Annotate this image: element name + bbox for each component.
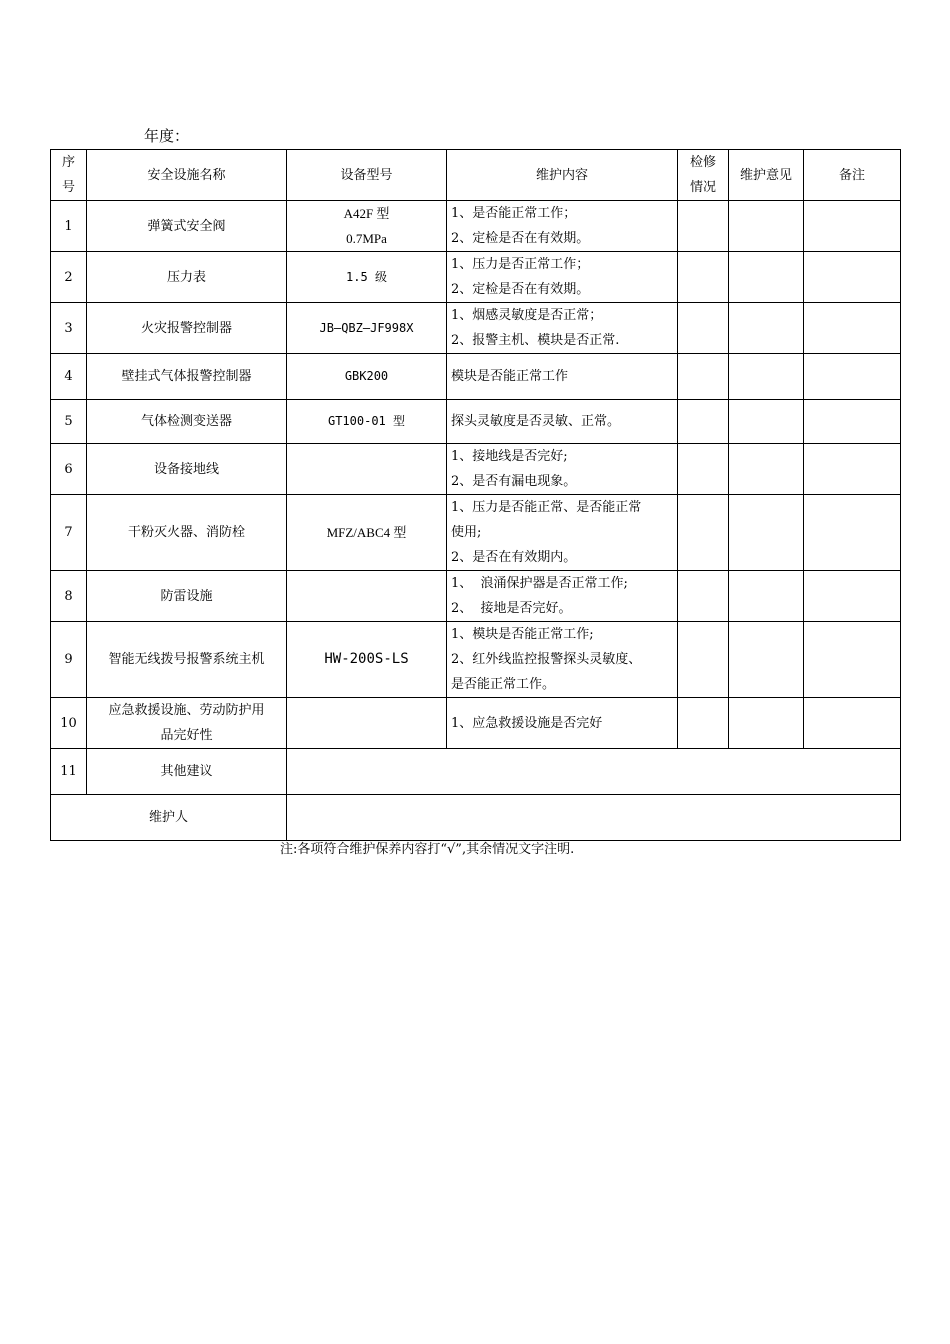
row-content: 1、压力是否能正常、是否能正常 使用; 2、是否在有效期内。 [447,495,678,571]
table-row [51,495,901,571]
year-label: 年度： [144,127,190,145]
row-opinion-cell[interactable] [729,444,804,495]
row-content: 1、压力是否正常工作； 2、定检是否在有效期。 [447,252,678,303]
header-inspection: 检修 情况 [678,150,729,201]
header-index: 序 号 [51,150,87,201]
maintenance-table [50,149,901,841]
row-model: A42F 型 0.7MPa [287,201,447,252]
row-remarks-cell[interactable] [804,495,901,571]
table-row [51,252,901,303]
row-inspection-cell[interactable] [678,201,729,252]
row-remarks-cell[interactable] [804,698,901,749]
row-index: 11 [51,749,87,795]
row-content: 1、烟感灵敏度是否正常； 2、报警主机、模块是否正常. [447,303,678,354]
row-model: GBK200 [287,354,447,400]
row-name: 火灾报警控制器 [87,303,287,354]
row-index: 7 [51,495,87,571]
table-row [51,622,901,698]
other-suggestions-label: 其他建议 [87,749,287,795]
row-name: 干粉灭火器、消防栓 [87,495,287,571]
table-row [51,303,901,354]
row-inspection-cell[interactable] [678,400,729,444]
row-opinion-cell[interactable] [729,622,804,698]
row-inspection-cell[interactable] [678,571,729,622]
row-inspection-cell[interactable] [678,444,729,495]
row-opinion-cell[interactable] [729,354,804,400]
header-row [51,150,901,201]
row-content: 1、 浪涌保护器是否正常工作; 2、 接地是否完好。 [447,571,678,622]
header-name: 安全设施名称 [87,150,287,201]
row-index: 6 [51,444,87,495]
row-index: 10 [51,698,87,749]
row-name: 防雷设施 [87,571,287,622]
row-opinion-cell[interactable] [729,252,804,303]
row-opinion-cell[interactable] [729,400,804,444]
row-remarks-cell[interactable] [804,201,901,252]
row-remarks-cell[interactable] [804,622,901,698]
table-row [51,698,901,749]
row-content: 1、应急救援设施是否完好 [447,698,678,749]
row-index: 1 [51,201,87,252]
table-row [51,400,901,444]
row-index: 4 [51,354,87,400]
row-opinion-cell[interactable] [729,698,804,749]
maintainer-field[interactable] [287,795,901,841]
other-suggestions-row [51,749,901,795]
row-index: 9 [51,622,87,698]
row-opinion-cell[interactable] [729,495,804,571]
footnote: 注:各项符合维护保养内容打“√”,其余情况文字注明. [280,842,575,857]
row-name: 弹簧式安全阀 [87,201,287,252]
row-index: 3 [51,303,87,354]
row-opinion-cell[interactable] [729,571,804,622]
row-name: 应急救援设施、劳动防护用 品完好性 [87,698,287,749]
row-remarks-cell[interactable] [804,303,901,354]
row-content: 模块是否能正常工作 [447,354,678,400]
row-content: 1、模块是否能正常工作; 2、红外线监控报警探头灵敏度、 是否能正常工作。 [447,622,678,698]
table-row [51,201,901,252]
row-model: JB—QBZ—JF998X [287,303,447,354]
row-content: 探头灵敏度是否灵敏、正常。 [447,400,678,444]
maintainer-row [51,795,901,841]
row-index: 2 [51,252,87,303]
header-opinion: 维护意见 [729,150,804,201]
row-index: 8 [51,571,87,622]
row-name: 气体检测变送器 [87,400,287,444]
row-model: HW-200S-LS [287,622,447,698]
row-index: 5 [51,400,87,444]
row-model: GT100-01 型 [287,400,447,444]
row-model [287,698,447,749]
table-row [51,571,901,622]
row-name: 设备接地线 [87,444,287,495]
maintainer-label: 维护人 [51,795,287,841]
row-name: 压力表 [87,252,287,303]
row-remarks-cell[interactable] [804,571,901,622]
row-opinion-cell[interactable] [729,201,804,252]
header-model: 设备型号 [287,150,447,201]
row-inspection-cell[interactable] [678,354,729,400]
row-inspection-cell[interactable] [678,252,729,303]
row-content: 1、是否能正常工作； 2、定检是否在有效期。 [447,201,678,252]
table-row [51,354,901,400]
row-content: 1、接地线是否完好; 2、是否有漏电现象。 [447,444,678,495]
row-model [287,444,447,495]
row-model [287,571,447,622]
row-remarks-cell[interactable] [804,252,901,303]
row-opinion-cell[interactable] [729,303,804,354]
row-inspection-cell[interactable] [678,622,729,698]
row-remarks-cell[interactable] [804,444,901,495]
header-remarks: 备注 [804,150,901,201]
row-inspection-cell[interactable] [678,698,729,749]
row-remarks-cell[interactable] [804,354,901,400]
row-name: 壁挂式气体报警控制器 [87,354,287,400]
other-suggestions-field[interactable] [287,749,901,795]
row-inspection-cell[interactable] [678,495,729,571]
row-model: MFZ/ABC4 型 [287,495,447,571]
row-remarks-cell[interactable] [804,400,901,444]
table-row [51,444,901,495]
header-content: 维护内容 [447,150,678,201]
row-model: 1.5 级 [287,252,447,303]
row-name: 智能无线拨号报警系统主机 [87,622,287,698]
row-inspection-cell[interactable] [678,303,729,354]
